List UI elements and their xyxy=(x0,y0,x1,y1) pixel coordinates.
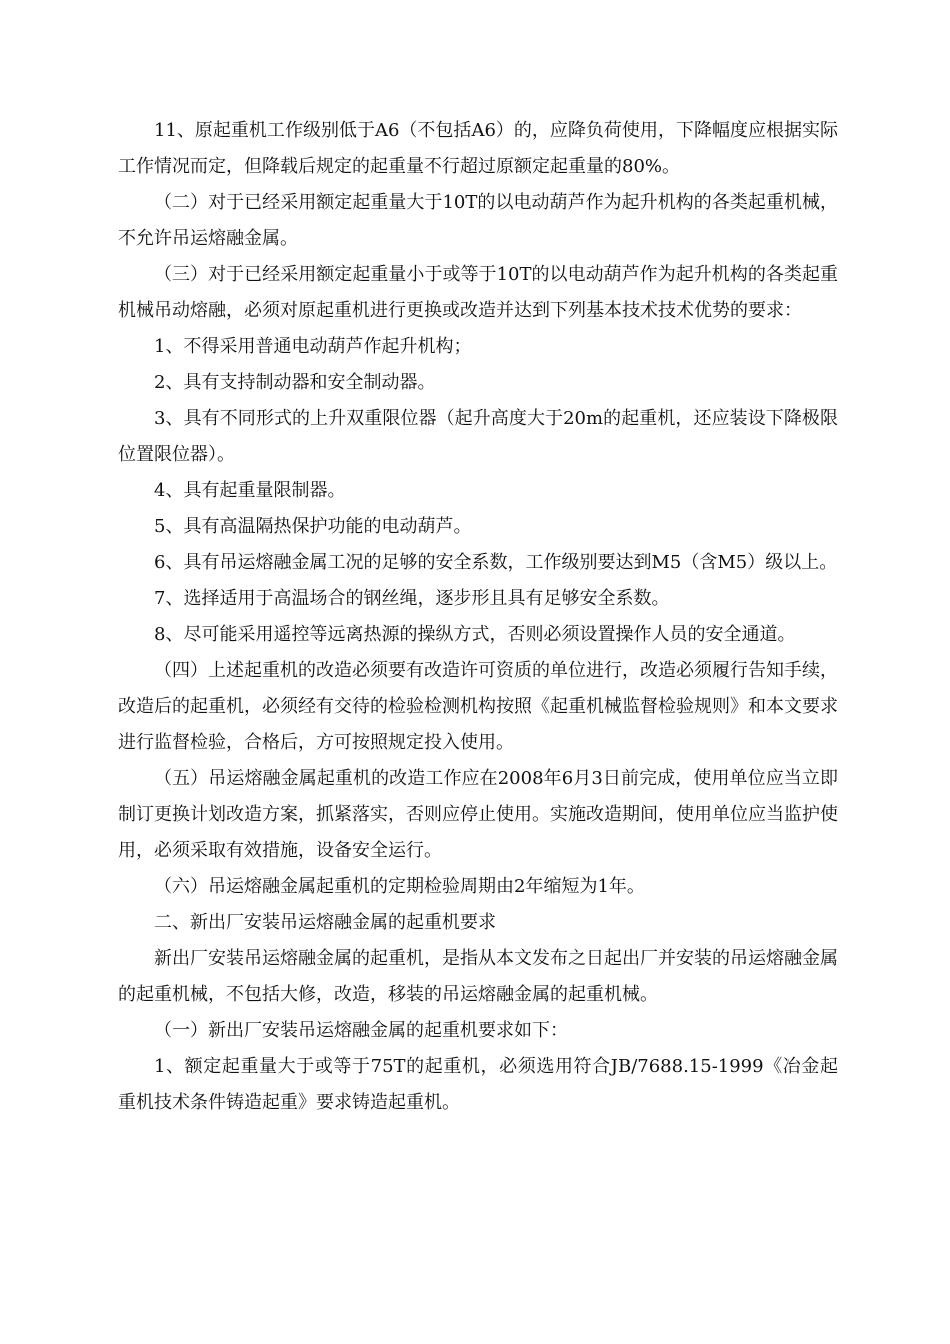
paragraph-4: 1、不得采用普通电动葫芦作起升机构； xyxy=(154,336,472,357)
paragraph-7: 4、具有起重量限制器。 xyxy=(154,480,346,501)
section-heading: 二、新出厂安装吊运熔融金属的起重机要求 xyxy=(154,912,496,933)
paragraph-13: （五）吊运熔融金属起重机的改造工作应在2008年6月3日前完成，使用单位应当立即制订更换计划改造方案，抓紧落实，否则应停止使用。实施改造期间，使用单位应当监护使用，必须采取有效措施，设备安全运行。 xyxy=(118,768,838,861)
paragraph-9: 6、具有吊运熔融金属工况的足够的安全系数，工作级别要达到M5（含M5）级以上。 xyxy=(154,552,838,573)
paragraph-6: 3、具有不同形式的上升双重限位器（起升高度大于20m的起重机，还应装设下降极限位置限位器）。 xyxy=(118,408,838,465)
paragraph-3: （三）对于已经采用额定起重量小于或等于10T的以电动葫芦作为起升机构的各类起重机械吊动熔融，必须对原起重机进行更换或改造并达到下列基本技术技术优势的要求： xyxy=(118,264,838,321)
document-body xyxy=(118,113,838,1121)
paragraph-18: 1、额定起重量大于或等于75T的起重机，必须选用符合JB/7688.15-1999《冶金起重机技术条件铸造起重》要求铸造起重机。 xyxy=(118,1056,838,1113)
paragraph-14: （六）吊运熔融金属起重机的定期检验周期由2年缩短为1年。 xyxy=(154,876,645,897)
paragraph-10: 7、选择适用于高温场合的钢丝绳，逐步形且具有足够安全系数。 xyxy=(154,588,670,609)
paragraph-1: 11、原起重机工作级别低于A6（不包括A6）的，应降负荷使用，下降幅度应根据实际工作情况而定，但降载后规定的起重量不行超过原额定起重量的80%。 xyxy=(118,120,838,177)
paragraph-12: （四）上述起重机的改造必须要有改造许可资质的单位进行，改造必须履行告知手续，改造后的起重机，必须经有交待的检验检测机构按照《起重机械监督检验规则》和本文要求进行监督检验，合格后，方可按照规定投入使用。 xyxy=(118,660,838,753)
paragraph-5: 2、具有支持制动器和安全制动器。 xyxy=(154,372,436,393)
paragraph-11: 8、尽可能采用遥控等远离热源的操纵方式，否则必须设置操作人员的安全通道。 xyxy=(154,624,796,645)
paragraph-16: 新出厂安装吊运熔融金属的起重机，是指从本文发布之日起出厂并安装的吊运熔融金属的起重机械，不包括大修，改造，移装的吊运熔融金属的起重机械。 xyxy=(118,948,838,1005)
paragraph-2: （二）对于已经采用额定起重量大于10T的以电动葫芦作为起升机构的各类起重机械，不允许吊运熔融金属。 xyxy=(118,192,838,249)
paragraph-8: 5、具有高温隔热保护功能的电动葫芦。 xyxy=(154,516,472,537)
paragraph-17: （一）新出厂安装吊运熔融金属的起重机要求如下： xyxy=(154,1020,568,1041)
